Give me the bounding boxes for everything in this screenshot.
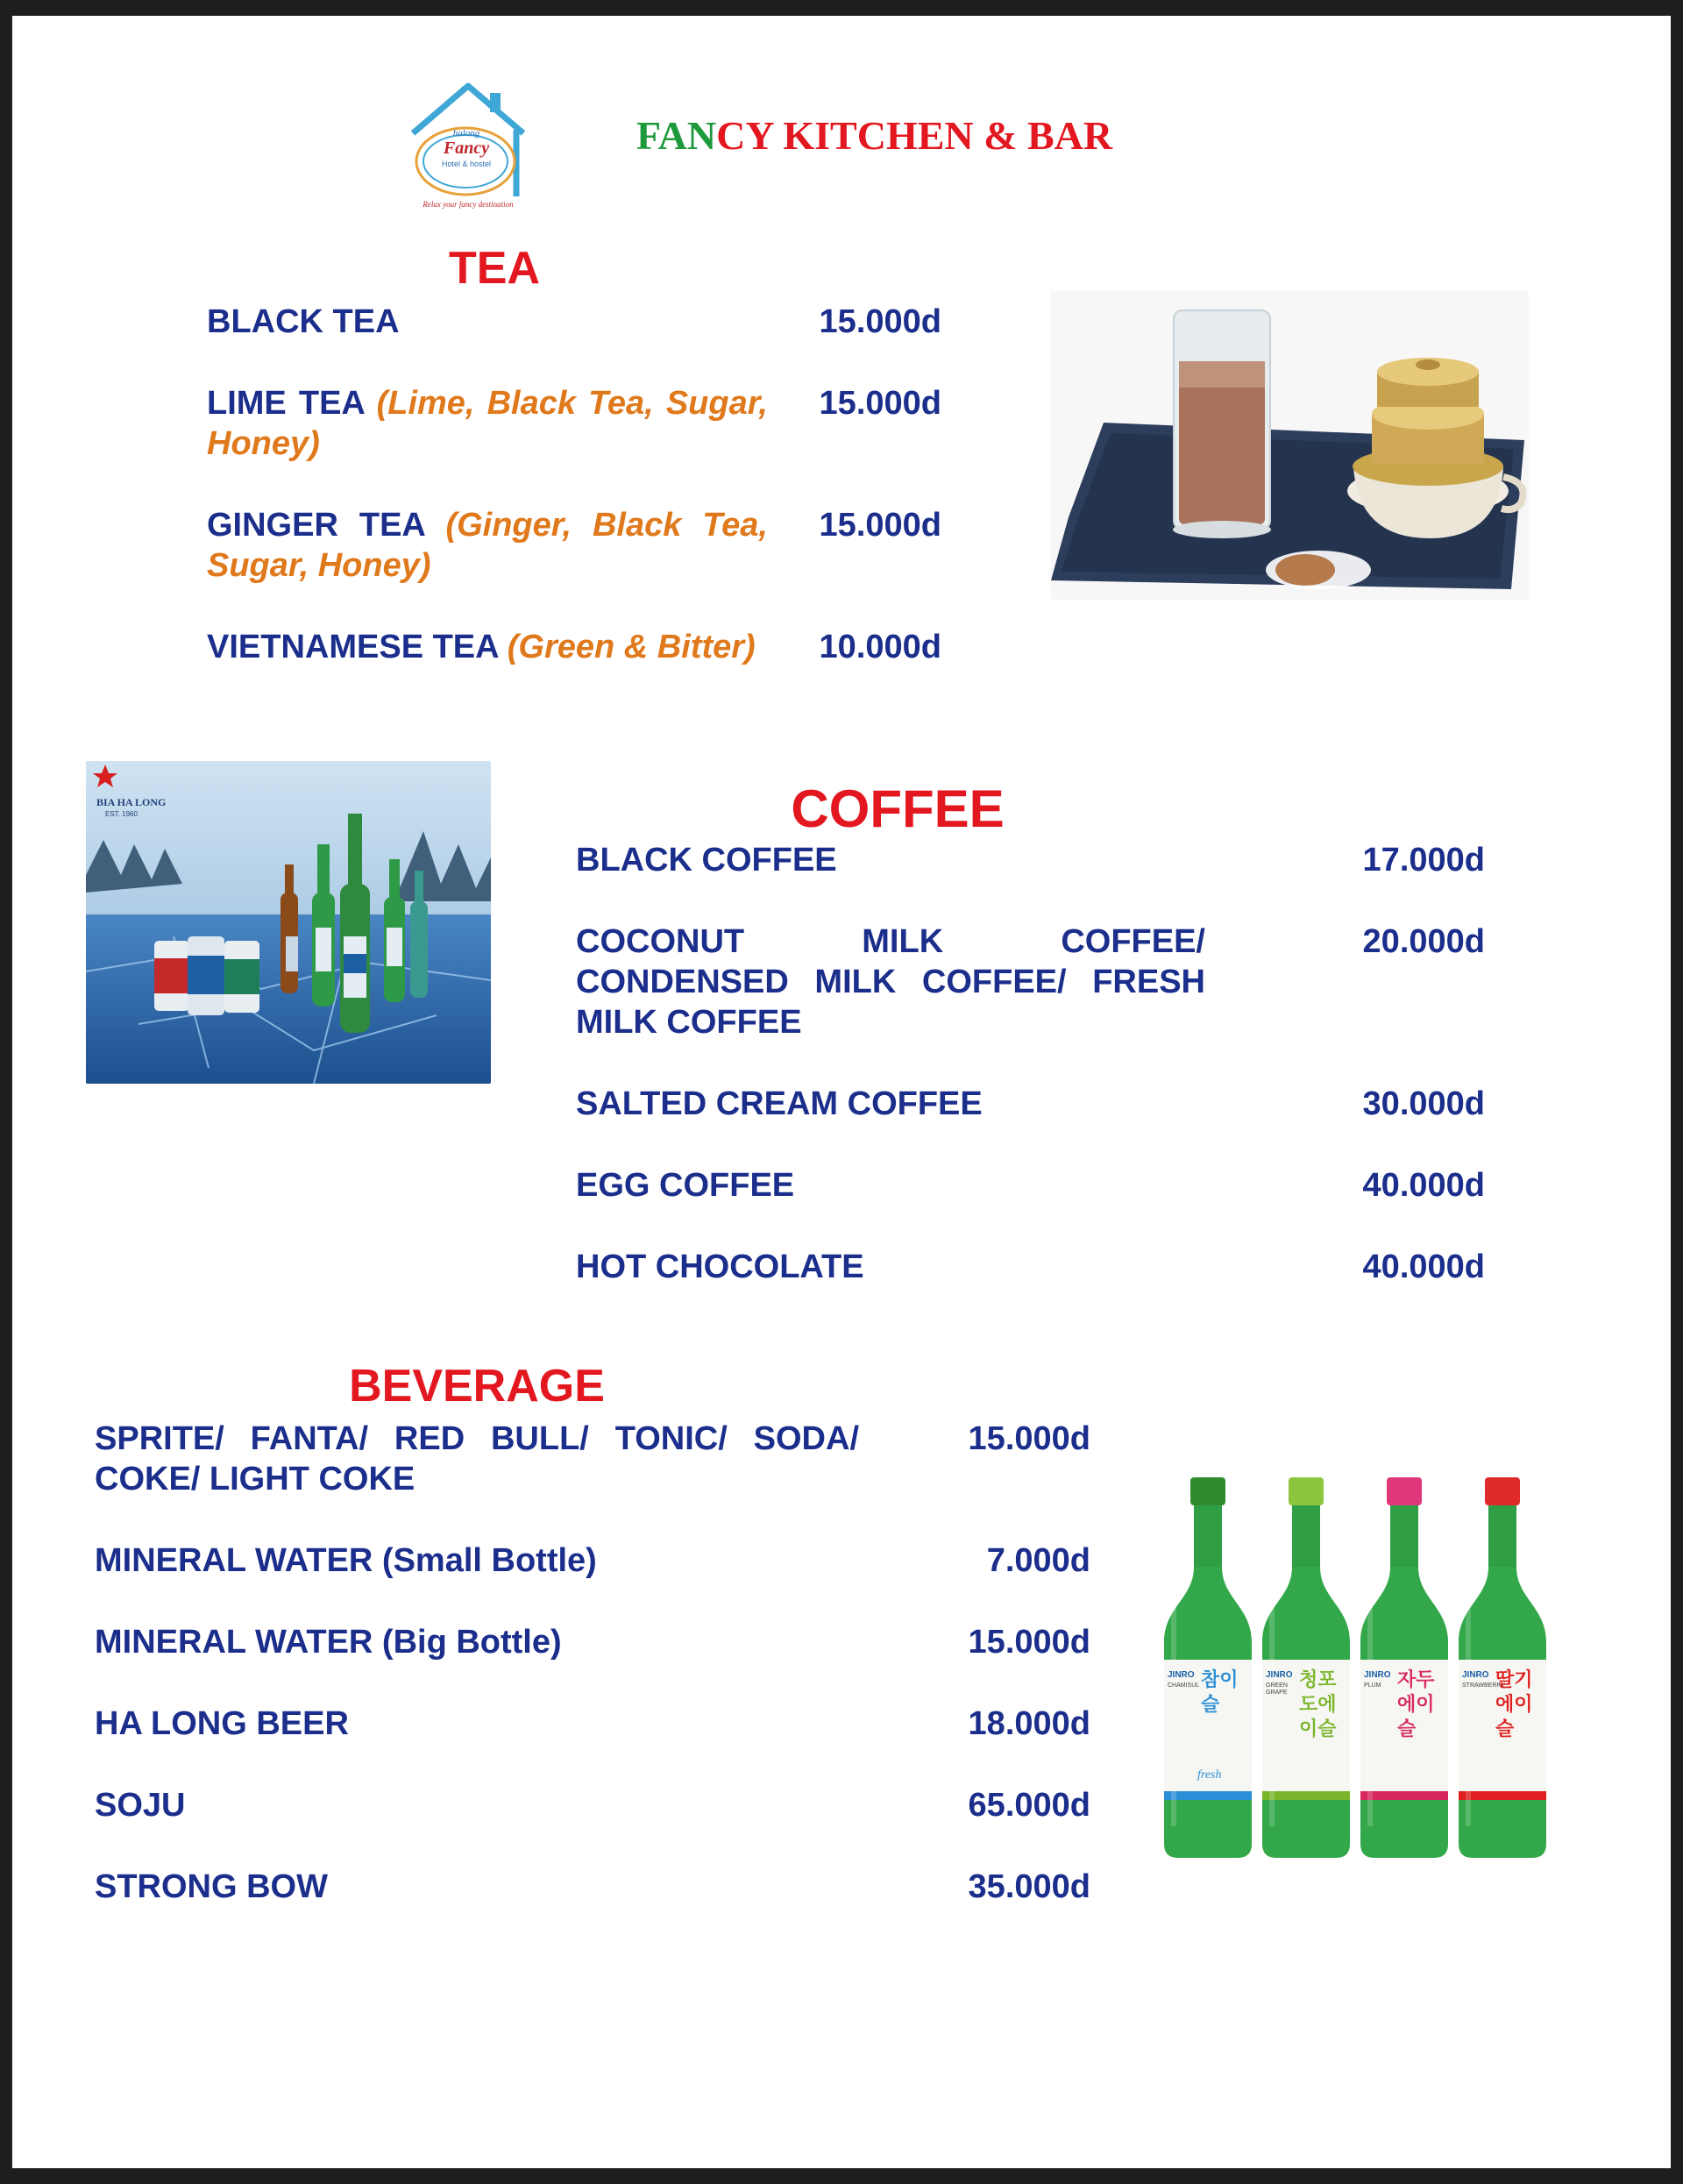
tea-price-ginger-tea: 15.000d [819, 507, 941, 544]
tea-item-lime-tea: LIME TEA (Lime, Black Tea, Sugar, Honey) [207, 385, 768, 462]
coffee-heading: COFFEE [791, 779, 1005, 838]
soju-flavor: PLUM [1364, 1682, 1381, 1689]
soju-flavor: CHAMISUL [1168, 1682, 1200, 1689]
title-red-part: CY KITCHEN & BAR [716, 113, 1113, 158]
beverage-price-soju: 65.000d [968, 1787, 1090, 1824]
coffee-item-black-coffee: BLACK COFFEE [576, 842, 837, 879]
coffee-price-egg-coffee: 40.000d [1362, 1167, 1485, 1204]
beverage-price-ha-long-beer: 18.000d [968, 1705, 1090, 1742]
coffee-price-hot-chocolate: 40.000d [1362, 1249, 1485, 1285]
soju-brand: JINRO [1168, 1670, 1195, 1680]
tea-price-vietnamese-tea: 10.000d [819, 629, 941, 665]
beverage-item-soft-drinks: SPRITE/ FANTA/ RED BULL/ TONIC/ SODA/ COKE/ LIGHT COKE [95, 1420, 859, 1497]
soju-brand: JINRO [1266, 1670, 1293, 1680]
soju-korean-label: 자두에이슬 [1397, 1669, 1435, 1740]
tea-item-vietnamese-tea: VIETNAMESE TEA (Green & Bitter) [207, 629, 756, 665]
soju-brand: JINRO [1462, 1670, 1489, 1680]
tea-desc-ginger-tea: (Ginger, Black Tea, Sugar, Honey) [207, 507, 768, 584]
soju-flavor: GREEN GRAPE [1266, 1682, 1288, 1696]
tea-price-black-tea: 15.000d [819, 303, 941, 340]
tea-desc-lime-tea: (Lime, Black Tea, Sugar, Honey) [207, 385, 768, 462]
beverage-item-water-small: MINERAL WATER (Small Bottle) [95, 1542, 597, 1579]
title-green-part: FAN [636, 113, 717, 158]
logo-line2: Fancy [443, 139, 490, 158]
logo-tagline: Relax your fancy destination [423, 200, 514, 209]
beverage-price-water-big: 15.000d [968, 1624, 1090, 1661]
beverage-price-water-small: 7.000d [986, 1542, 1090, 1579]
beverage-price-strong-bow: 35.000d [968, 1868, 1090, 1905]
coffee-item-milk-coffee: COCONUT MILK COFFEE/ CONDENSED MILK COFFEE/ FRESH MILK COFFEE [576, 923, 1205, 1041]
tea-item-black-tea: BLACK TEA [207, 303, 400, 340]
beverage-item-ha-long-beer: HA LONG BEER [95, 1705, 349, 1742]
soju-korean-label: 딸기에이슬 [1495, 1669, 1533, 1740]
soju-bottle [1453, 1476, 1552, 1861]
restaurant-title [636, 112, 1112, 159]
soju-bottle [1257, 1476, 1355, 1861]
beverage-item-strong-bow: STRONG BOW [95, 1868, 328, 1905]
beverage-price-soft-drinks: 15.000d [968, 1420, 1090, 1457]
logo-line1: halong [452, 128, 480, 139]
coffee-item-salted-cream: SALTED CREAM COFFEE [576, 1085, 983, 1122]
beer-ad-subtitle: EST. 1960 [105, 810, 138, 818]
coffee-price-black-coffee: 17.000d [1362, 842, 1485, 879]
vietnamese-coffee-photo [1051, 291, 1529, 600]
tea-item-ginger-tea: GINGER TEA (Ginger, Black Tea, Sugar, Honey) [207, 507, 768, 584]
beverage-heading: BEVERAGE [349, 1361, 605, 1412]
hotel-logo [402, 74, 543, 214]
beverage-item-soju: SOJU [95, 1787, 186, 1824]
soju-brand: JINRO [1364, 1670, 1391, 1680]
tea-desc-vietnamese-tea: (Green & Bitter) [507, 629, 756, 665]
soju-korean-label: 참이슬 [1201, 1669, 1239, 1716]
tea-price-lime-tea: 15.000d [819, 385, 941, 422]
soju-bottle [1355, 1476, 1453, 1861]
soju-bottle [1159, 1476, 1257, 1861]
menu-page [12, 16, 1671, 2168]
soju-korean-label: 청포도에이슬 [1299, 1669, 1337, 1740]
tea-heading: TEA [449, 243, 540, 294]
soju-note: fresh [1197, 1768, 1222, 1782]
coffee-item-hot-chocolate: HOT CHOCOLATE [576, 1249, 864, 1285]
soju-flavor: STRAWBERRY [1462, 1682, 1506, 1689]
soju-bottles-photo [1159, 1476, 1553, 1861]
coffee-item-egg-coffee: EGG COFFEE [576, 1167, 795, 1204]
beer-ad-brand: BIA HA LONG [96, 796, 167, 808]
ha-long-beer-photo [86, 761, 491, 1084]
logo-line3: Hotel & hostel [441, 160, 492, 168]
coffee-price-salted-cream: 30.000d [1362, 1085, 1485, 1122]
beverage-item-water-big: MINERAL WATER (Big Bottle) [95, 1624, 562, 1661]
coffee-price-milk-coffee: 20.000d [1362, 923, 1485, 960]
